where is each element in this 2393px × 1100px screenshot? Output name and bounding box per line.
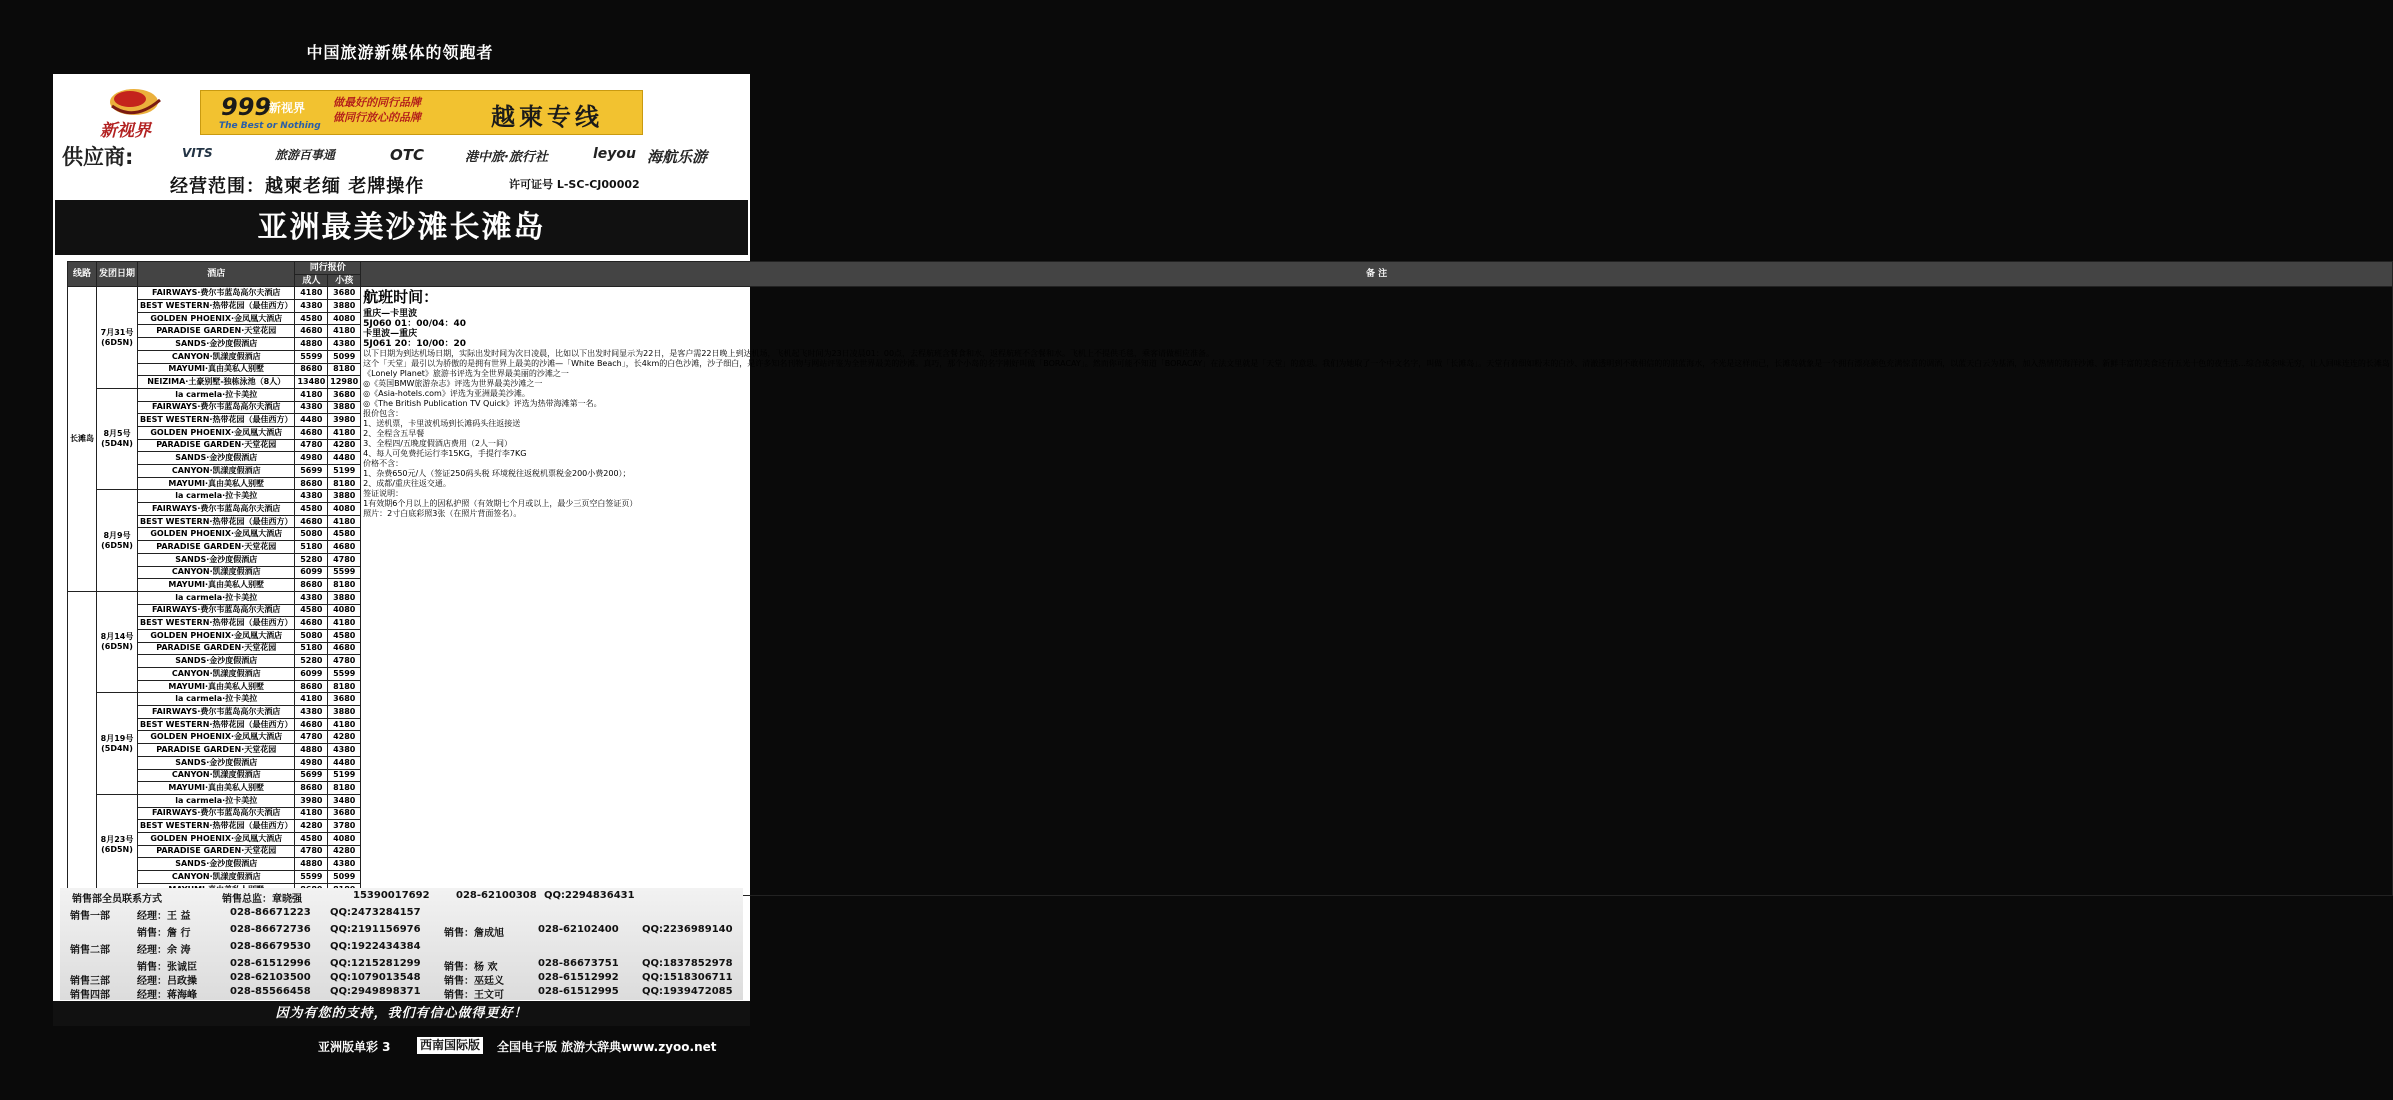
child-price: 4380 [328, 338, 361, 351]
contacts-title: 销售部全员联系方式 [72, 894, 162, 905]
child-price: 3980 [328, 414, 361, 427]
adult-price: 8680 [295, 363, 328, 376]
contact-phone: 028-86673751 [538, 958, 619, 969]
hotel-name: SANDS·金沙度假酒店 [138, 858, 295, 871]
page-label: 亚洲版单彩 3 [318, 1040, 391, 1054]
notes-paragraph: 1、杂费650元/人（签证250码头税 环境税往返税机票税金200小费200）； [363, 469, 631, 479]
child-price: 3880 [328, 490, 361, 503]
hotel-name: PARADISE GARDEN·天堂花园 [138, 541, 295, 554]
contact-phone: 028-86672736 [230, 924, 311, 935]
child-price: 5599 [328, 566, 361, 579]
contact-role: 销售：杨 欢 [444, 962, 498, 973]
adult-price: 4680 [295, 325, 328, 338]
contact-qq: QQ:1922434384 [330, 941, 421, 952]
adult-price: 4980 [295, 452, 328, 465]
child-price: 4680 [328, 541, 361, 554]
hotel-name: CANYON·凯漾度假酒店 [138, 871, 295, 884]
business-scope: 经营范围：越柬老缅 老牌操作 [170, 176, 425, 197]
sales-director: 销售总监：章晓强 [222, 894, 302, 905]
hotel-name: GOLDEN PHOENIX·金凤凰大酒店 [138, 731, 295, 744]
hotel-name: MAYUMI·真由美私人别墅 [138, 579, 295, 592]
adult-price: 5699 [295, 769, 328, 782]
contact-role: 销售：张诚臣 [137, 962, 197, 973]
adult-price: 4880 [295, 338, 328, 351]
date-label: 7月31号 [100, 327, 134, 337]
header-adult: 成人 [295, 274, 328, 287]
hotel-name: FAIRWAYS·费尔韦蓝岛高尔夫酒店 [138, 401, 295, 414]
child-price: 4580 [328, 528, 361, 541]
adult-price: 5280 [295, 655, 328, 668]
hotel-name: SANDS·金沙度假酒店 [138, 756, 295, 769]
adult-price: 4180 [295, 807, 328, 820]
departure-date [97, 591, 138, 693]
notes-paragraph: ◎《Asia-hotels.com》评选为亚洲最美沙滩。 [363, 389, 530, 399]
child-price: 4080 [328, 312, 361, 325]
child-price: 3480 [328, 794, 361, 807]
child-price: 4780 [328, 655, 361, 668]
child-price: 5199 [328, 465, 361, 478]
notes-paragraph: 5J060 01：00/04：40 [363, 319, 467, 330]
license-number: 许可证号 L-SC-CJ00002 [509, 178, 640, 191]
hotel-name: BEST WESTERN·热带花园（最佳西方） [138, 718, 295, 731]
adult-price: 4680 [295, 617, 328, 630]
contact-row [60, 972, 743, 986]
slogan-line-2: 做同行放心的品牌 [333, 111, 421, 124]
adult-price: 4980 [295, 756, 328, 769]
child-price: 3780 [328, 820, 361, 833]
contact-qq: QQ:1837852978 [642, 958, 733, 969]
hotel-name: MAYUMI·真由美私人别墅 [138, 782, 295, 795]
brand-english-tagline: The Best or Nothing [219, 121, 321, 131]
hotel-name: BEST WESTERN·热带花园（最佳西方） [138, 617, 295, 630]
logo-text: 新视界 [100, 121, 151, 141]
child-price: 3880 [328, 706, 361, 719]
adult-price: 4380 [295, 706, 328, 719]
contact-phone: 028-86671223 [230, 907, 311, 918]
page-title: 亚洲最美沙滩长滩岛 [55, 200, 748, 255]
date-label: 8月23号 [100, 835, 134, 845]
duration-label: (5D4N) [101, 439, 133, 449]
date-label: 8月9号 [103, 530, 131, 540]
child-price: 4380 [328, 858, 361, 871]
notes-paragraph: 1有效期6个月以上的因私护照（有效期七个月或以上，最少三页空白签证页） [363, 499, 638, 509]
hotel-name: BEST WESTERN·热带花园（最佳西方） [138, 414, 295, 427]
hotel-name: FAIRWAYS·费尔韦蓝岛高尔夫酒店 [138, 287, 295, 300]
notes-title: 航班时间： [363, 288, 439, 307]
child-price: 8180 [328, 477, 361, 490]
child-price: 3680 [328, 287, 361, 300]
region-label: 西南国际版 [417, 1037, 483, 1054]
child-price: 4180 [328, 718, 361, 731]
contact-qq: QQ:2473284157 [330, 907, 421, 918]
child-price: 5199 [328, 769, 361, 782]
duration-label: (6D5N) [101, 845, 133, 855]
contact-phone: 028-62103500 [230, 972, 311, 983]
hotel-name: CANYON·凯漾度假酒店 [138, 566, 295, 579]
supplier-leyou-logo: leyou [593, 146, 637, 162]
notes-paragraph: 这个「天堂」最引以为骄傲的是拥有世界上最美的沙滩—「White Beach」，长4km的白色沙滩，沙子细白，是许多知名刊物与网站评鉴为全世界最美的沙滩。真巧，那个小岛的名字刚好叫做「BORACAY」。然而你可能不知道「BORACAY」在法文里就是「天堂」的意思。我们为她取了一个中文名字，叫做「长滩岛」。天堂有着细如粉末的白沙、清澈透明到不敢相信的的湛蓝海水，不光是这样而已，长滩岛就象是一个拥有漂亮颜色充满惊喜的调酒，以蓝天白云为基酒，加入热情的海洋沙滩、新鲜丰富的美食还有五光十色的夜生活...综合成余味无穷，让人回味连连的长滩岛 [363, 359, 2390, 369]
contact-phone: 028-62102400 [538, 924, 619, 935]
top-banner: 中国旅游新媒体的领跑者 [306, 43, 494, 62]
child-price: 4280 [328, 845, 361, 858]
notes-paragraph: 照片：2寸白底彩照3张（在照片背面签名）。 [363, 509, 522, 519]
adult-price: 4580 [295, 503, 328, 516]
departure-date [97, 794, 138, 896]
notes-paragraph: 报价包含： [363, 409, 404, 419]
adult-price: 5599 [295, 350, 328, 363]
adult-price: 4380 [295, 591, 328, 604]
child-price: 4080 [328, 503, 361, 516]
departure-date [97, 388, 138, 490]
child-price: 4580 [328, 629, 361, 642]
notes-paragraph: ◎《The British Publication TV Quick》评选为热带海滩第一名。 [363, 399, 602, 409]
notes-paragraph: 卡里波—重庆 [363, 329, 418, 340]
adult-price: 6099 [295, 566, 328, 579]
notes-paragraph: 价格不含： [363, 459, 404, 469]
hotel-name: CANYON·凯漾度假酒店 [138, 350, 295, 363]
child-price: 4180 [328, 426, 361, 439]
child-price: 4480 [328, 452, 361, 465]
contact-phone: 028-85566458 [230, 986, 311, 997]
contact-role: 销售：詹成旭 [444, 928, 504, 939]
child-price: 4780 [328, 553, 361, 566]
header-child: 小孩 [328, 274, 361, 287]
supplier-hna-logo: 海航乐游 [647, 148, 708, 166]
date-label: 8月14号 [100, 632, 134, 642]
dept-label: 销售三部 [70, 976, 110, 987]
header-hotel: 酒店 [138, 262, 295, 287]
hotel-name: GOLDEN PHOENIX·金凤凰大酒店 [138, 426, 295, 439]
adult-price: 3980 [295, 794, 328, 807]
adult-price: 13480 [295, 376, 328, 389]
hotel-name: SANDS·金沙度假酒店 [138, 452, 295, 465]
director-phone: 028-62100308 [456, 890, 537, 901]
notes-paragraph: 以下日期为到达机场日期，实际出发时间为次日凌晨，比如以下出发时间显示为22日，是客户需22日晚上到达机场，飞机起飞时间为23日凌晨01：00点，去程航班含餐食和水，返程航班不含餐和水。飞机上不提供毛毯，乘客请做相应准备。 [363, 349, 1215, 359]
contact-phone: 028-86679530 [230, 941, 311, 952]
header-price: 同行报价 [295, 262, 361, 275]
child-price: 3880 [328, 591, 361, 604]
contact-qq: QQ:1518306711 [642, 972, 733, 983]
adult-price: 4780 [295, 845, 328, 858]
hotel-name: BEST WESTERN·热带花园（最佳西方） [138, 300, 295, 313]
child-price: 4080 [328, 832, 361, 845]
child-price: 3880 [328, 300, 361, 313]
child-price: 8180 [328, 579, 361, 592]
hotel-name: SANDS·金沙度假酒店 [138, 553, 295, 566]
adult-price: 4380 [295, 490, 328, 503]
notes-paragraph: 2、全程含五早餐 [363, 429, 425, 439]
brand-sub: 新视界 [269, 101, 306, 115]
director-qq: QQ:2294836431 [544, 890, 635, 901]
child-price: 4380 [328, 744, 361, 757]
notes-paragraph: ◎《英国BMW旅游杂志》评选为世界最美沙滩之一 [363, 379, 543, 389]
contact-role: 销售：詹 行 [137, 928, 191, 939]
adult-price: 4680 [295, 515, 328, 528]
hotel-name: GOLDEN PHOENIX·金凤凰大酒店 [138, 312, 295, 325]
dept-label: 销售四部 [70, 990, 110, 1001]
hotel-name: NEIZIMA·土豪别墅-独栋泳池（8人） [138, 376, 295, 389]
contact-phone: 028-61512995 [538, 986, 619, 997]
notes-paragraph: 《Lonely Planet》旅游书评选为全世界最美丽的沙滩之一 [363, 369, 569, 379]
contact-qq: QQ:1215281299 [330, 958, 421, 969]
site-link[interactable]: 全国电子版 旅游大辞典www.zyoo.net [497, 1040, 717, 1054]
adult-price: 4180 [295, 693, 328, 706]
hotel-name: la carmela·拉卡美拉 [138, 591, 295, 604]
child-price: 8180 [328, 782, 361, 795]
notes-paragraph: 2、成都/重庆往返交通。 [363, 479, 451, 489]
hotel-name: GOLDEN PHOENIX·金凤凰大酒店 [138, 832, 295, 845]
child-price: 5099 [328, 871, 361, 884]
contact-role: 销售：巫廷义 [444, 976, 504, 987]
sales-contacts [60, 888, 743, 1000]
child-price: 4280 [328, 731, 361, 744]
adult-price: 8680 [295, 477, 328, 490]
notes-paragraph: 3、全程四/五晚度假酒店费用（2人一间） [363, 439, 513, 449]
contact-qq: QQ:1939472085 [642, 986, 733, 997]
hotel-name: PARADISE GARDEN·天堂花园 [138, 845, 295, 858]
hotel-name: PARADISE GARDEN·天堂花园 [138, 325, 295, 338]
adult-price: 4680 [295, 718, 328, 731]
child-price: 4280 [328, 439, 361, 452]
supplier-label: 供应商: [62, 145, 134, 169]
duration-label: (5D4N) [101, 743, 133, 753]
dept-label: 销售一部 [70, 911, 110, 922]
child-price: 3680 [328, 388, 361, 401]
child-price: 3880 [328, 401, 361, 414]
adult-price: 4280 [295, 820, 328, 833]
route-name-blank [68, 591, 97, 896]
child-price: 4180 [328, 325, 361, 338]
supplier-otc-logo: OTC [390, 146, 424, 164]
contact-phone: 028-61512996 [230, 958, 311, 969]
child-price: 4180 [328, 515, 361, 528]
child-price: 12980 [328, 376, 361, 389]
duration-label: (6D5N) [101, 642, 133, 652]
adult-price: 4680 [295, 426, 328, 439]
child-price: 4480 [328, 756, 361, 769]
notes-paragraph: 5J061 20：10/00：20 [363, 339, 467, 350]
contact-role: 经理：余 涛 [137, 945, 191, 956]
departure-date [97, 287, 138, 389]
brand-999: 999 [221, 93, 272, 121]
date-label: 8月19号 [100, 733, 134, 743]
contact-qq: QQ:2191156976 [330, 924, 421, 935]
contact-phone: 028-61512992 [538, 972, 619, 983]
child-price: 4680 [328, 642, 361, 655]
contact-row [60, 924, 743, 938]
footer-slogan: 因为有您的支持，我们有信心做得更好！ [53, 1001, 750, 1026]
hotel-name: MAYUMI·真由美私人别墅 [138, 680, 295, 693]
hotel-name: la carmela·拉卡美拉 [138, 794, 295, 807]
notes-paragraph: 4、每人可免费托运行李15KG，手提行李7KG [363, 449, 527, 459]
adult-price: 5180 [295, 642, 328, 655]
contact-role: 经理：吕政操 [137, 976, 197, 987]
supplier-ctsgz-logo: 港中旅·旅行社 [465, 150, 548, 165]
adult-price: 5080 [295, 629, 328, 642]
slogan-line-1: 做最好的同行品牌 [333, 96, 421, 109]
hotel-name: BEST WESTERN·热带花园（最佳西方） [138, 515, 295, 528]
header-route: 线路 [68, 262, 97, 287]
hotel-name: PARADISE GARDEN·天堂花园 [138, 744, 295, 757]
contact-qq: QQ:1079013548 [330, 972, 421, 983]
hotel-name: MAYUMI·真由美私人别墅 [138, 363, 295, 376]
adult-price: 4480 [295, 414, 328, 427]
hotel-name: CANYON·凯漾度假酒店 [138, 668, 295, 681]
child-price: 8180 [328, 363, 361, 376]
adult-price: 5180 [295, 541, 328, 554]
dept-label: 销售二部 [70, 945, 110, 956]
adult-price: 6099 [295, 668, 328, 681]
rates-table [67, 261, 2393, 896]
hotel-name: FAIRWAYS·费尔韦蓝岛高尔夫酒店 [138, 503, 295, 516]
supplier-baishitong-logo: 旅游百事通 [275, 148, 336, 162]
contact-qq: QQ:2949898371 [330, 986, 421, 997]
adult-price: 4580 [295, 312, 328, 325]
adult-price: 8680 [295, 782, 328, 795]
contact-role: 经理：王 益 [137, 911, 191, 922]
child-price: 5599 [328, 668, 361, 681]
adult-price: 4780 [295, 439, 328, 452]
table-row [68, 287, 2393, 300]
duration-label: (6D5N) [101, 337, 133, 347]
page-footer [0, 1038, 800, 1058]
brand-bar [200, 90, 643, 135]
contacts-header-row [60, 890, 743, 904]
adult-price: 5699 [295, 465, 328, 478]
hotel-name: PARADISE GARDEN·天堂花园 [138, 439, 295, 452]
departure-date [97, 693, 138, 795]
ad-header [60, 80, 743, 200]
adult-price: 4380 [295, 401, 328, 414]
adult-price: 8680 [295, 680, 328, 693]
supplier-row [60, 140, 743, 170]
contact-row [60, 941, 743, 955]
departure-date [97, 490, 138, 592]
notes-paragraph: 1、送机票，卡里波机场到长滩码头往返接送 [363, 419, 521, 429]
header-notes: 备 注 [361, 262, 2393, 287]
adult-price: 4880 [295, 744, 328, 757]
adult-price: 5280 [295, 553, 328, 566]
child-price: 3680 [328, 693, 361, 706]
adult-price: 4180 [295, 388, 328, 401]
contact-role: 经理：蒋海峰 [137, 990, 197, 1001]
duration-label: (6D5N) [101, 540, 133, 550]
adult-price: 4180 [295, 287, 328, 300]
hotel-name: FAIRWAYS·费尔韦蓝岛高尔夫酒店 [138, 604, 295, 617]
child-price: 8180 [328, 680, 361, 693]
adult-price: 4380 [295, 300, 328, 313]
notes-cell [361, 287, 2393, 896]
contact-row [60, 907, 743, 921]
header-date: 发团日期 [97, 262, 138, 287]
child-price: 4080 [328, 604, 361, 617]
hotel-name: la carmela·拉卡美拉 [138, 693, 295, 706]
contact-row [60, 958, 743, 972]
hotel-name: GOLDEN PHOENIX·金凤凰大酒店 [138, 528, 295, 541]
brand-title: 越柬专线 [491, 103, 603, 131]
child-price: 3680 [328, 807, 361, 820]
date-label: 8月5号 [103, 429, 131, 439]
supplier-vits-logo: VITS [182, 146, 213, 160]
adult-price: 4780 [295, 731, 328, 744]
notes-paragraph: 重庆—卡里波 [363, 309, 418, 320]
contact-role: 销售：王文可 [444, 990, 504, 1001]
child-price: 4180 [328, 617, 361, 630]
director-mobile: 15390017692 [353, 890, 430, 901]
hotel-name: MAYUMI·真由美私人别墅 [138, 477, 295, 490]
contact-qq: QQ:2236989140 [642, 924, 733, 935]
hotel-name: CANYON·凯漾度假酒店 [138, 465, 295, 478]
hotel-name: la carmela·拉卡美拉 [138, 490, 295, 503]
hotel-name: SANDS·金沙度假酒店 [138, 338, 295, 351]
hotel-name: GOLDEN PHOENIX·金凤凰大酒店 [138, 629, 295, 642]
brand-slogan [333, 95, 421, 125]
adult-price: 5080 [295, 528, 328, 541]
adult-price: 4580 [295, 604, 328, 617]
adult-price: 5599 [295, 871, 328, 884]
route-name: 长滩岛 [68, 287, 97, 592]
adult-price: 4580 [295, 832, 328, 845]
hotel-name: PARADISE GARDEN·天堂花园 [138, 642, 295, 655]
adult-price: 4880 [295, 858, 328, 871]
hotel-name: CANYON·凯漾度假酒店 [138, 769, 295, 782]
child-price: 5099 [328, 350, 361, 363]
hotel-name: la carmela·拉卡美拉 [138, 388, 295, 401]
hotel-name: SANDS·金沙度假酒店 [138, 655, 295, 668]
notes-paragraph: 签证说明： [363, 489, 404, 499]
contact-row [60, 986, 743, 1000]
hotel-name: BEST WESTERN·热带花园（最佳西方） [138, 820, 295, 833]
adult-price: 8680 [295, 579, 328, 592]
scope-row [60, 172, 743, 198]
hotel-name: FAIRWAYS·费尔韦蓝岛高尔夫酒店 [138, 706, 295, 719]
hotel-name: FAIRWAYS·费尔韦蓝岛高尔夫酒店 [138, 807, 295, 820]
